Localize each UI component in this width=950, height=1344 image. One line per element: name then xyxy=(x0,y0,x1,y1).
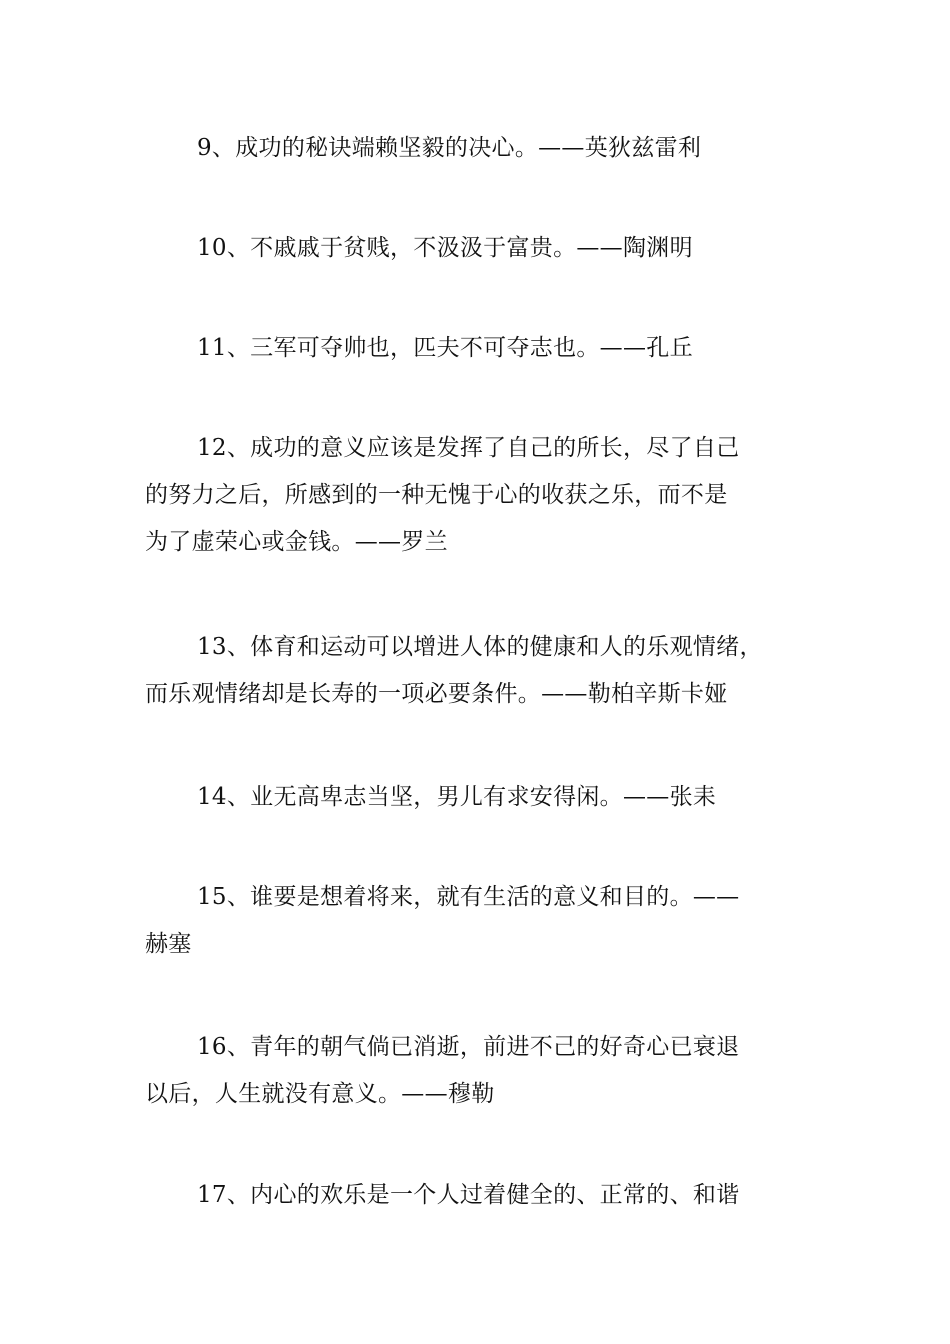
quote-line: 17、内心的欢乐是一个人过着健全的、正常的、和谐 xyxy=(197,1182,740,1208)
quote-line: 14、业无高卑志当坚，男儿有求安得闲。——张耒 xyxy=(197,784,717,810)
quote-11 xyxy=(145,325,817,372)
quote-line: 以后，人生就没有意义。——穆勒 xyxy=(145,1081,495,1107)
quote-line: 11、三军可夺帅也，匹夫不可夺志也。——孔丘 xyxy=(197,335,693,361)
quote-line: 12、成功的意义应该是发挥了自己的所长，尽了自己 xyxy=(197,435,740,461)
quote-line: 的努力之后，所感到的一种无愧于心的收获之乐，而不是 xyxy=(145,482,728,508)
quote-9 xyxy=(145,125,817,172)
quote-15 xyxy=(145,874,817,968)
quote-16 xyxy=(145,1024,817,1118)
quote-line: 13、体育和运动可以增进人体的健康和人的乐观情绪， xyxy=(197,634,763,660)
quote-13 xyxy=(145,624,817,718)
quote-line: 10、不戚戚于贫贱，不汲汲于富贵。——陶渊明 xyxy=(197,235,693,261)
quote-17 xyxy=(145,1172,817,1219)
quote-line: 16、青年的朝气倘已消逝，前进不己的好奇心已衰退 xyxy=(197,1034,740,1060)
quote-line: 赫塞 xyxy=(145,931,192,957)
quote-10 xyxy=(145,225,817,272)
quote-line: 而乐观情绪却是长寿的一项必要条件。——勒柏辛斯卡娅 xyxy=(145,681,728,707)
quote-line: 为了虚荣心或金钱。——罗兰 xyxy=(145,529,448,555)
quote-14 xyxy=(145,774,817,821)
quote-line: 15、谁要是想着将来，就有生活的意义和目的。—— xyxy=(197,884,740,910)
quote-line: 9、成功的秘诀端赖坚毅的决心。——英狄兹雷利 xyxy=(197,135,702,161)
quote-12 xyxy=(145,425,817,566)
